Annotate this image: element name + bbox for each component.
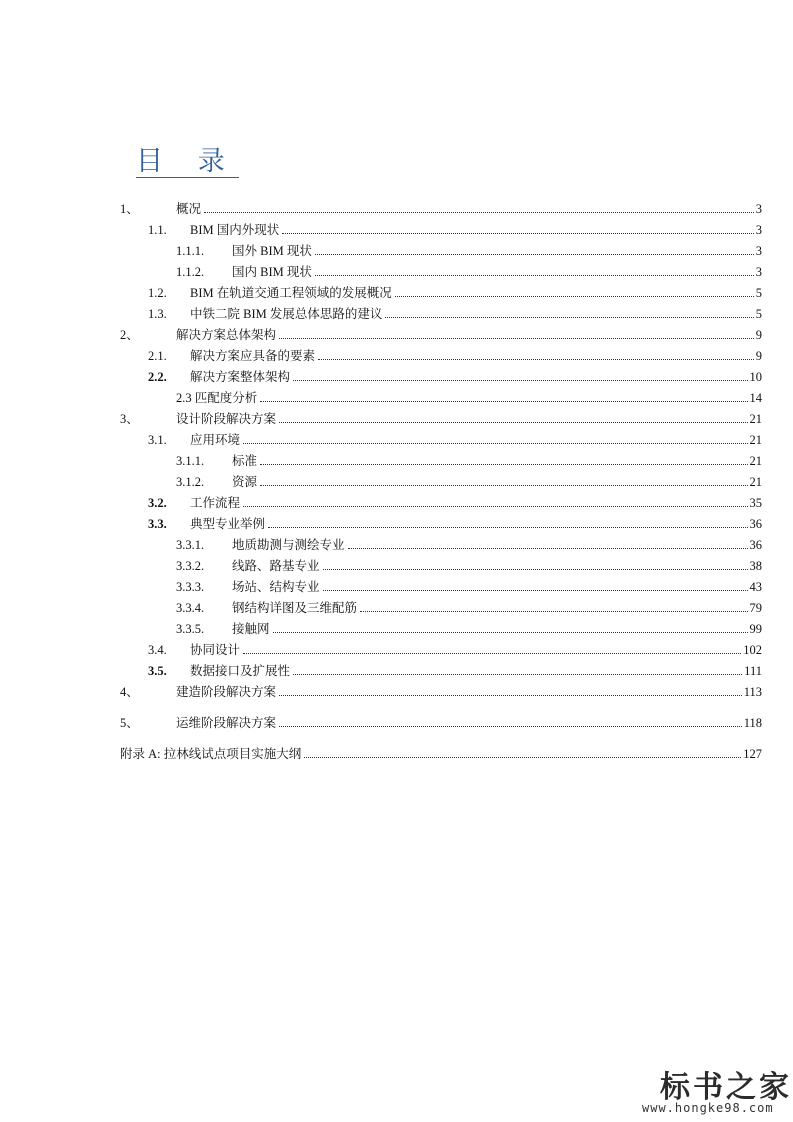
toc-entry-number: 3.3.4. — [176, 601, 205, 615]
toc-entry[interactable] — [0, 620, 793, 638]
toc-entry-page: 21 — [749, 433, 762, 447]
toc-dot-leader — [304, 745, 741, 758]
toc-dot-leader — [315, 242, 754, 255]
toc-entry[interactable] — [0, 578, 793, 596]
toc-dot-leader — [323, 557, 748, 570]
toc-dot-leader — [318, 347, 754, 360]
toc-entry-title: 解决方案总体架构 — [176, 328, 277, 342]
toc-entry-title: 应用环境 — [190, 433, 241, 447]
toc-entry-page: 3 — [755, 202, 762, 216]
toc-dot-leader — [385, 305, 753, 318]
toc-entry-number: 5、 — [120, 716, 139, 730]
toc-entry-number: 2.2. — [148, 370, 167, 384]
toc-entry-number: 1、 — [120, 202, 139, 216]
toc-entry-page: 10 — [749, 370, 762, 384]
toc-entry-page: 99 — [749, 622, 762, 636]
toc-entry-title: 典型专业举例 — [190, 517, 266, 531]
toc-entry[interactable] — [0, 641, 793, 659]
toc-entry-page: 79 — [749, 601, 762, 615]
toc-entry-number: 3、 — [120, 412, 139, 426]
toc-entry[interactable] — [0, 473, 793, 491]
toc-entry-page: 113 — [743, 685, 762, 699]
toc-entry-number: 1.1.1. — [176, 244, 205, 258]
toc-entry-number: 2.1. — [148, 349, 167, 363]
toc-entry[interactable] — [0, 431, 793, 449]
toc-dot-leader — [323, 578, 748, 591]
toc-entry-page: 43 — [749, 580, 762, 594]
toc-entry[interactable] — [0, 200, 793, 218]
toc-entry-page: 38 — [749, 559, 762, 573]
toc-entry[interactable] — [0, 410, 793, 428]
toc-entry-title: 线路、路基专业 — [232, 559, 320, 573]
toc-entry-page: 5 — [755, 307, 762, 321]
toc-entry-title: 运维阶段解决方案 — [176, 716, 277, 730]
toc-entry[interactable] — [0, 714, 793, 732]
toc-entry-title: 国内 BIM 现状 — [232, 265, 312, 279]
toc-entry-title: BIM 国内外现状 — [190, 223, 280, 237]
toc-entry[interactable] — [0, 284, 793, 302]
watermark-logo — [640, 1060, 790, 1122]
toc-entry[interactable] — [0, 305, 793, 323]
toc-entry-number: 1.3. — [148, 307, 167, 321]
toc-entry-title: 资源 — [232, 475, 258, 489]
toc-entry[interactable] — [0, 494, 793, 512]
toc-dot-leader — [260, 473, 747, 486]
toc-entry[interactable] — [0, 347, 793, 365]
toc-dot-leader — [279, 683, 742, 696]
toc-entry[interactable] — [0, 452, 793, 470]
toc-entry-page: 36 — [749, 538, 762, 552]
toc-entry-page: 21 — [749, 412, 762, 426]
toc-entry[interactable] — [0, 557, 793, 575]
toc-entry-page: 9 — [755, 328, 762, 342]
toc-dot-leader — [282, 221, 754, 234]
toc-entry-number: 3.1. — [148, 433, 167, 447]
toc-entry-number: 4、 — [120, 685, 139, 699]
toc-entry-page: 14 — [749, 391, 762, 405]
toc-dot-leader — [204, 200, 754, 213]
toc-entry-title: 附录 A: 拉林线试点项目实施大纲 — [120, 747, 302, 761]
toc-dot-leader — [279, 326, 754, 339]
toc-entry[interactable] — [0, 515, 793, 533]
toc-entry-title: 接触网 — [232, 622, 270, 636]
toc-entry-title: 协同设计 — [190, 643, 241, 657]
toc-entry-number: 3.3.3. — [176, 580, 205, 594]
toc-entry-title: 国外 BIM 现状 — [232, 244, 312, 258]
toc-entry-title: 建造阶段解决方案 — [176, 685, 277, 699]
toc-dot-leader — [293, 368, 747, 381]
toc-dot-leader — [243, 494, 747, 507]
toc-entry-number: 1.1. — [148, 223, 167, 237]
toc-entry[interactable] — [0, 536, 793, 554]
toc-entry-number: 3.1.2. — [176, 475, 205, 489]
toc-title: 目 录 — [136, 146, 239, 176]
toc-dot-leader — [315, 263, 754, 276]
toc-entry-page: 21 — [749, 475, 762, 489]
toc-entry[interactable] — [0, 368, 793, 386]
toc-entry-title: 概况 — [176, 202, 202, 216]
logo-name: 标书之家 — [660, 1070, 792, 1105]
toc-entry-number: 2、 — [120, 328, 139, 342]
toc-entry-number: 1.1.2. — [176, 265, 205, 279]
toc-entry-page: 21 — [749, 454, 762, 468]
toc-dot-leader — [279, 714, 742, 727]
toc-entry-page: 35 — [749, 496, 762, 510]
toc-dot-leader — [243, 431, 747, 444]
toc-entry-page: 3 — [755, 265, 762, 279]
toc-entry-title: 场站、结构专业 — [232, 580, 320, 594]
toc-entry-page: 111 — [744, 664, 762, 678]
toc-entry[interactable] — [0, 389, 793, 407]
toc-entry[interactable] — [0, 242, 793, 260]
toc-entry-number: 3.3.1. — [176, 538, 205, 552]
toc-dot-leader — [260, 452, 747, 465]
toc-entry-number: 3.1.1. — [176, 454, 205, 468]
toc-entry-page: 36 — [749, 517, 762, 531]
toc-entry-number: 3.3.2. — [176, 559, 205, 573]
toc-entry-title: 中铁二院 BIM 发展总体思路的建议 — [190, 307, 383, 321]
toc-dot-leader — [260, 389, 747, 402]
toc-entry[interactable] — [0, 326, 793, 344]
toc-dot-leader — [293, 662, 742, 675]
toc-entry-title: 解决方案应具备的要素 — [190, 349, 316, 363]
toc-dot-leader — [273, 620, 748, 633]
toc-entry-page: 102 — [743, 643, 762, 657]
toc-dot-leader — [243, 641, 741, 654]
toc-dot-leader — [360, 599, 747, 612]
toc-entry-number: 3.3.5. — [176, 622, 205, 636]
toc-entry-title: 2.3 匹配度分析 — [176, 391, 258, 405]
toc-entry-title: 地质勘测与测绘专业 — [232, 538, 345, 552]
toc-entry[interactable] — [0, 662, 793, 680]
toc-entry-title: 钢结构详图及三维配筋 — [232, 601, 358, 615]
toc-entry-page: 118 — [743, 716, 762, 730]
toc-entry-number: 3.5. — [148, 664, 167, 678]
toc-entry-number: 3.2. — [148, 496, 167, 510]
toc-entry-title: 解决方案整体架构 — [190, 370, 291, 384]
toc-dot-leader — [348, 536, 748, 549]
toc-entry-title: BIM 在轨道交通工程领域的发展概况 — [190, 286, 392, 300]
toc-entry[interactable] — [0, 683, 793, 701]
toc-entry[interactable] — [0, 263, 793, 281]
toc-entry[interactable] — [0, 599, 793, 617]
toc-entry-title: 标准 — [232, 454, 258, 468]
toc-entry-title: 设计阶段解决方案 — [176, 412, 277, 426]
toc-dot-leader — [395, 284, 754, 297]
toc-entry-number: 3.3. — [148, 517, 167, 531]
toc-dot-leader — [268, 515, 747, 528]
toc-entry-page: 9 — [755, 349, 762, 363]
toc-entry-page: 5 — [755, 286, 762, 300]
toc-entry-title: 数据接口及扩展性 — [190, 664, 291, 678]
toc-entry[interactable] — [0, 221, 793, 239]
toc-entry-number: 3.4. — [148, 643, 167, 657]
toc-entry-number: 1.2. — [148, 286, 167, 300]
logo-url: www.hongke98.com — [642, 1101, 774, 1115]
toc-entry-title: 工作流程 — [190, 496, 241, 510]
toc-entry-page: 3 — [755, 223, 762, 237]
toc-entry-page: 127 — [743, 747, 762, 761]
toc-dot-leader — [279, 410, 747, 423]
toc-entry[interactable] — [0, 745, 793, 763]
toc-entry-page: 3 — [755, 244, 762, 258]
